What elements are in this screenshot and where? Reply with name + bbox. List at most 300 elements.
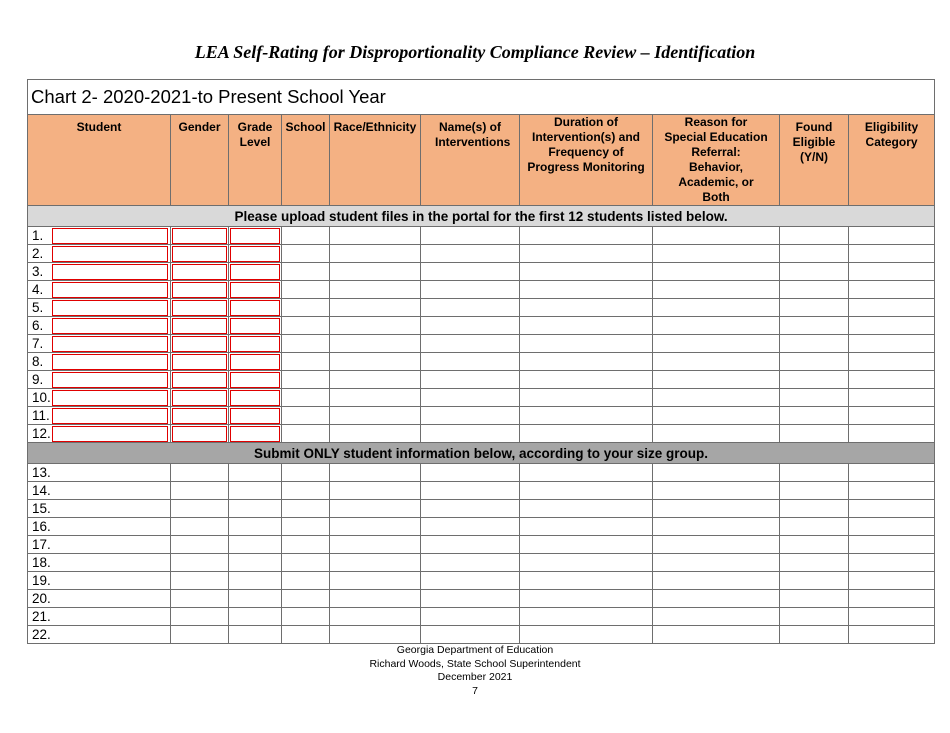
grade-level-cell	[229, 608, 282, 626]
interventions-cell	[421, 464, 520, 482]
gender-cell[interactable]	[171, 281, 229, 299]
race-ethnicity-cell	[330, 227, 421, 245]
race-ethnicity-cell	[330, 608, 421, 626]
eligibility-category-cell	[849, 299, 935, 317]
eligibility-category-cell	[849, 371, 935, 389]
school-cell	[282, 335, 330, 353]
school-cell	[282, 572, 330, 590]
student-cell[interactable]	[28, 389, 171, 407]
grade-level-input-field[interactable]	[230, 264, 280, 280]
student-input-field[interactable]	[52, 228, 168, 244]
page-footer	[0, 644, 950, 698]
school-cell	[282, 425, 330, 443]
race-ethnicity-cell	[330, 425, 421, 443]
duration-cell	[520, 281, 653, 299]
found-eligible-cell	[780, 572, 849, 590]
duration-cell	[520, 500, 653, 518]
row-number: 5.	[32, 300, 44, 316]
student-cell	[28, 590, 171, 608]
table-row	[28, 626, 935, 644]
table-row	[28, 353, 935, 371]
found-eligible-cell	[780, 464, 849, 482]
school-cell	[282, 263, 330, 281]
col-header-gender: Gender	[171, 115, 229, 206]
interventions-cell	[421, 317, 520, 335]
interventions-cell	[421, 518, 520, 536]
student-input-field[interactable]	[52, 390, 168, 406]
row-number: 15.	[32, 501, 51, 516]
eligibility-category-cell	[849, 317, 935, 335]
table-row	[28, 536, 935, 554]
grade-level-input-field[interactable]	[230, 408, 280, 424]
row-number: 22.	[32, 627, 51, 642]
gender-cell	[171, 482, 229, 500]
gender-cell[interactable]	[171, 389, 229, 407]
race-ethnicity-cell	[330, 590, 421, 608]
eligibility-category-cell	[849, 626, 935, 644]
found-eligible-cell	[780, 626, 849, 644]
student-cell	[28, 608, 171, 626]
interventions-cell	[421, 227, 520, 245]
row-number: 20.	[32, 591, 51, 606]
grade-level-cell	[229, 464, 282, 482]
row-number: 8.	[32, 354, 44, 370]
footer-org: Georgia Department of Education	[396, 644, 554, 656]
duration-cell	[520, 227, 653, 245]
grade-level-input-field[interactable]	[230, 390, 280, 406]
race-ethnicity-cell	[330, 626, 421, 644]
found-eligible-cell	[780, 317, 849, 335]
student-input-field[interactable]	[52, 372, 168, 388]
interventions-cell	[421, 299, 520, 317]
race-ethnicity-cell	[330, 482, 421, 500]
grade-level-input-field[interactable]	[230, 426, 280, 442]
row-number: 17.	[32, 537, 51, 552]
grade-level-cell[interactable]	[229, 371, 282, 389]
gender-cell	[171, 572, 229, 590]
school-cell	[282, 371, 330, 389]
student-cell	[28, 536, 171, 554]
eligibility-category-cell	[849, 554, 935, 572]
interventions-cell	[421, 281, 520, 299]
col-header-interventions: Name(s) of Interventions	[421, 115, 520, 206]
table-row	[28, 371, 935, 389]
referral-reason-cell	[653, 281, 780, 299]
grade-level-input-field[interactable]	[230, 354, 280, 370]
table-row	[28, 245, 935, 263]
eligibility-category-cell	[849, 518, 935, 536]
found-eligible-cell	[780, 371, 849, 389]
interventions-cell	[421, 245, 520, 263]
grade-level-input-field[interactable]	[230, 318, 280, 334]
table-row	[28, 317, 935, 335]
race-ethnicity-cell	[330, 353, 421, 371]
row-number: 14.	[32, 483, 51, 498]
duration-cell	[520, 554, 653, 572]
found-eligible-cell	[780, 482, 849, 500]
interventions-cell	[421, 500, 520, 518]
row-number: 18.	[32, 555, 51, 570]
race-ethnicity-cell	[330, 572, 421, 590]
student-cell	[28, 572, 171, 590]
footer-page-number: 7	[472, 684, 478, 697]
grade-level-cell[interactable]	[229, 245, 282, 263]
interventions-cell	[421, 263, 520, 281]
student-cell[interactable]	[28, 299, 171, 317]
interventions-cell	[421, 407, 520, 425]
gender-input-field[interactable]	[172, 426, 227, 442]
student-input-field[interactable]	[52, 318, 168, 334]
grade-level-input-field[interactable]	[230, 282, 280, 298]
student-chart-table	[27, 79, 935, 644]
table-row	[28, 281, 935, 299]
gender-cell	[171, 518, 229, 536]
interventions-cell	[421, 425, 520, 443]
grade-level-cell	[229, 482, 282, 500]
row-number: 4.	[32, 282, 44, 298]
gender-cell[interactable]	[171, 263, 229, 281]
table-row	[28, 335, 935, 353]
interventions-cell	[421, 590, 520, 608]
eligibility-category-cell	[849, 245, 935, 263]
duration-cell	[520, 608, 653, 626]
grade-level-cell[interactable]	[229, 317, 282, 335]
duration-cell	[520, 626, 653, 644]
col-header-found-eligible: Found Eligible (Y/N)	[780, 115, 849, 206]
grade-level-cell	[229, 536, 282, 554]
duration-cell	[520, 590, 653, 608]
grade-level-cell	[229, 518, 282, 536]
duration-cell	[520, 536, 653, 554]
race-ethnicity-cell	[330, 371, 421, 389]
grade-level-cell[interactable]	[229, 353, 282, 371]
student-cell[interactable]	[28, 335, 171, 353]
grade-level-cell[interactable]	[229, 299, 282, 317]
gender-cell[interactable]	[171, 299, 229, 317]
duration-cell	[520, 464, 653, 482]
grade-level-cell[interactable]	[229, 263, 282, 281]
footer-superintendent: Richard Woods, State School Superintendent	[369, 657, 581, 670]
interventions-cell	[421, 536, 520, 554]
school-cell	[282, 464, 330, 482]
table-row	[28, 572, 935, 590]
student-cell[interactable]	[28, 245, 171, 263]
gender-input-field[interactable]	[172, 318, 227, 334]
grade-level-input-field[interactable]	[230, 336, 280, 352]
eligibility-category-cell	[849, 590, 935, 608]
race-ethnicity-cell	[330, 518, 421, 536]
found-eligible-cell	[780, 590, 849, 608]
gender-cell[interactable]	[171, 425, 229, 443]
school-cell	[282, 500, 330, 518]
interventions-cell	[421, 626, 520, 644]
eligibility-category-cell	[849, 536, 935, 554]
duration-cell	[520, 263, 653, 281]
duration-cell	[520, 407, 653, 425]
student-input-field[interactable]	[52, 408, 168, 424]
race-ethnicity-cell	[330, 536, 421, 554]
gender-input-field[interactable]	[172, 372, 227, 388]
student-cell	[28, 518, 171, 536]
student-cell	[28, 464, 171, 482]
found-eligible-cell	[780, 536, 849, 554]
student-cell[interactable]	[28, 317, 171, 335]
gender-cell	[171, 464, 229, 482]
gender-cell	[171, 608, 229, 626]
gender-input-field[interactable]	[172, 408, 227, 424]
found-eligible-cell	[780, 425, 849, 443]
referral-reason-cell	[653, 482, 780, 500]
col-header-referral-reason: Reason for Special Education Referral: Behavior, Academic, or Both	[653, 115, 780, 206]
duration-cell	[520, 245, 653, 263]
student-cell[interactable]	[28, 371, 171, 389]
school-cell	[282, 353, 330, 371]
submit-note-row	[28, 443, 935, 464]
eligibility-category-cell	[849, 389, 935, 407]
referral-reason-cell	[653, 317, 780, 335]
duration-cell	[520, 317, 653, 335]
gender-cell[interactable]	[171, 245, 229, 263]
student-cell	[28, 554, 171, 572]
school-cell	[282, 608, 330, 626]
duration-cell	[520, 425, 653, 443]
row-number: 6.	[32, 318, 44, 334]
school-cell	[282, 407, 330, 425]
gender-input-field[interactable]	[172, 228, 227, 244]
school-cell	[282, 554, 330, 572]
col-header-eligibility-category: Eligibility Category	[849, 115, 935, 206]
race-ethnicity-cell	[330, 500, 421, 518]
header-row	[28, 115, 935, 206]
school-cell	[282, 281, 330, 299]
gender-input-field[interactable]	[172, 264, 227, 280]
row-number: 19.	[32, 573, 51, 588]
school-cell	[282, 245, 330, 263]
grade-level-cell[interactable]	[229, 407, 282, 425]
referral-reason-cell	[653, 518, 780, 536]
found-eligible-cell	[780, 608, 849, 626]
submit-note: Submit ONLY student information below, according to your size group.	[28, 443, 935, 464]
gender-input-field[interactable]	[172, 354, 227, 370]
school-cell	[282, 536, 330, 554]
row-number: 3.	[32, 264, 44, 280]
race-ethnicity-cell	[330, 317, 421, 335]
student-cell	[28, 482, 171, 500]
eligibility-category-cell	[849, 227, 935, 245]
found-eligible-cell	[780, 353, 849, 371]
grade-level-cell[interactable]	[229, 227, 282, 245]
row-number: 21.	[32, 609, 51, 624]
eligibility-category-cell	[849, 407, 935, 425]
grade-level-cell	[229, 572, 282, 590]
grade-level-input-field[interactable]	[230, 246, 280, 262]
col-header-race-ethnicity: Race/Ethnicity	[330, 115, 421, 206]
found-eligible-cell	[780, 245, 849, 263]
row-number: 12.	[32, 426, 51, 442]
eligibility-category-cell	[849, 608, 935, 626]
grade-level-input-field[interactable]	[230, 300, 280, 316]
race-ethnicity-cell	[330, 335, 421, 353]
race-ethnicity-cell	[330, 281, 421, 299]
table-row	[28, 554, 935, 572]
eligibility-category-cell	[849, 425, 935, 443]
table-row	[28, 464, 935, 482]
student-input-field[interactable]	[52, 282, 168, 298]
duration-cell	[520, 482, 653, 500]
student-input-field[interactable]	[52, 264, 168, 280]
table-row	[28, 227, 935, 245]
row-number: 9.	[32, 372, 44, 388]
gender-input-field[interactable]	[172, 300, 227, 316]
school-cell	[282, 482, 330, 500]
found-eligible-cell	[780, 389, 849, 407]
referral-reason-cell	[653, 353, 780, 371]
gender-cell[interactable]	[171, 335, 229, 353]
student-cell[interactable]	[28, 425, 171, 443]
school-cell	[282, 590, 330, 608]
table-row	[28, 608, 935, 626]
student-cell[interactable]	[28, 263, 171, 281]
referral-reason-cell	[653, 389, 780, 407]
race-ethnicity-cell	[330, 407, 421, 425]
col-header-grade-level: Grade Level	[229, 115, 282, 206]
student-cell[interactable]	[28, 281, 171, 299]
student-cell	[28, 500, 171, 518]
referral-reason-cell	[653, 335, 780, 353]
race-ethnicity-cell	[330, 554, 421, 572]
school-cell	[282, 626, 330, 644]
upload-note-row	[28, 206, 935, 227]
student-input-field[interactable]	[52, 336, 168, 352]
col-header-school: School	[282, 115, 330, 206]
found-eligible-cell	[780, 500, 849, 518]
table-row	[28, 263, 935, 281]
student-input-field[interactable]	[52, 354, 168, 370]
grade-level-input-field[interactable]	[230, 228, 280, 244]
row-number: 11.	[32, 408, 50, 424]
table-row	[28, 500, 935, 518]
table-row	[28, 590, 935, 608]
referral-reason-cell	[653, 590, 780, 608]
referral-reason-cell	[653, 299, 780, 317]
race-ethnicity-cell	[330, 263, 421, 281]
student-cell	[28, 626, 171, 644]
duration-cell	[520, 353, 653, 371]
interventions-cell	[421, 389, 520, 407]
gender-input-field[interactable]	[172, 282, 227, 298]
eligibility-category-cell	[849, 572, 935, 590]
grade-level-input-field[interactable]	[230, 372, 280, 388]
duration-cell	[520, 389, 653, 407]
school-cell	[282, 227, 330, 245]
grade-level-cell[interactable]	[229, 425, 282, 443]
interventions-cell	[421, 353, 520, 371]
found-eligible-cell	[780, 407, 849, 425]
row-number: 1.	[32, 228, 44, 244]
grade-level-cell[interactable]	[229, 389, 282, 407]
row-number: 10.	[32, 390, 51, 406]
referral-reason-cell	[653, 554, 780, 572]
gender-cell	[171, 590, 229, 608]
gender-cell	[171, 536, 229, 554]
grade-level-cell	[229, 554, 282, 572]
school-cell	[282, 389, 330, 407]
student-input-field[interactable]	[52, 426, 168, 442]
interventions-cell	[421, 371, 520, 389]
gender-cell	[171, 500, 229, 518]
gender-cell	[171, 554, 229, 572]
gender-input-field[interactable]	[172, 336, 227, 352]
row-number: 7.	[32, 336, 44, 352]
table-row	[28, 482, 935, 500]
chart-title: Chart 2- 2020-2021-to Present School Year	[28, 80, 935, 115]
referral-reason-cell	[653, 245, 780, 263]
gender-cell	[171, 626, 229, 644]
eligibility-category-cell	[849, 500, 935, 518]
table-row	[28, 407, 935, 425]
chart-title-row	[28, 80, 935, 115]
referral-reason-cell	[653, 608, 780, 626]
school-cell	[282, 518, 330, 536]
referral-reason-cell	[653, 425, 780, 443]
found-eligible-cell	[780, 518, 849, 536]
referral-reason-cell	[653, 464, 780, 482]
gender-input-field[interactable]	[172, 246, 227, 262]
student-input-field[interactable]	[52, 246, 168, 262]
col-header-student: Student	[28, 115, 171, 206]
student-input-field[interactable]	[52, 300, 168, 316]
student-cell[interactable]	[28, 353, 171, 371]
gender-cell[interactable]	[171, 227, 229, 245]
grade-level-cell	[229, 590, 282, 608]
race-ethnicity-cell	[330, 245, 421, 263]
duration-cell	[520, 518, 653, 536]
gender-input-field[interactable]	[172, 390, 227, 406]
table-row	[28, 299, 935, 317]
race-ethnicity-cell	[330, 464, 421, 482]
grade-level-cell[interactable]	[229, 335, 282, 353]
found-eligible-cell	[780, 554, 849, 572]
gender-cell[interactable]	[171, 407, 229, 425]
gender-cell[interactable]	[171, 371, 229, 389]
duration-cell	[520, 299, 653, 317]
gender-cell[interactable]	[171, 317, 229, 335]
grade-level-cell	[229, 626, 282, 644]
student-cell[interactable]	[28, 227, 171, 245]
interventions-cell	[421, 608, 520, 626]
duration-cell	[520, 572, 653, 590]
student-cell[interactable]	[28, 407, 171, 425]
grade-level-cell	[229, 500, 282, 518]
duration-cell	[520, 335, 653, 353]
referral-reason-cell	[653, 227, 780, 245]
gender-cell[interactable]	[171, 353, 229, 371]
found-eligible-cell	[780, 263, 849, 281]
referral-reason-cell	[653, 626, 780, 644]
school-cell	[282, 299, 330, 317]
interventions-cell	[421, 482, 520, 500]
found-eligible-cell	[780, 299, 849, 317]
race-ethnicity-cell	[330, 389, 421, 407]
eligibility-category-cell	[849, 281, 935, 299]
upload-note: Please upload student files in the portal for the first 12 students listed below.	[28, 206, 935, 227]
found-eligible-cell	[780, 227, 849, 245]
referral-reason-cell	[653, 536, 780, 554]
referral-reason-cell	[653, 500, 780, 518]
grade-level-cell[interactable]	[229, 281, 282, 299]
row-number: 16.	[32, 519, 51, 534]
table-row	[28, 425, 935, 443]
